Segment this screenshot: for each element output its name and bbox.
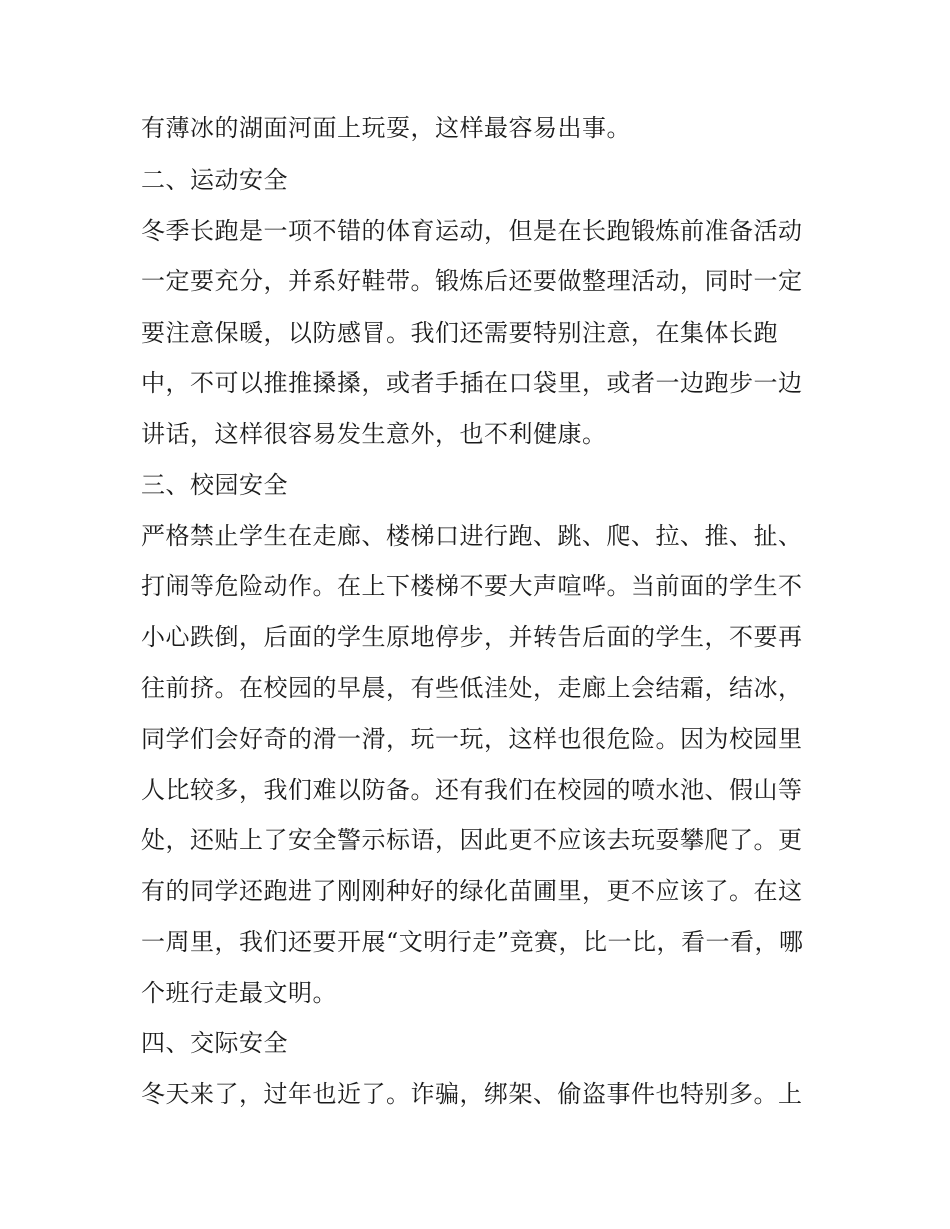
text-line: 有的同学还跑进了刚刚种好的绿化苗圃里，更不应该了。在这 [141,877,803,905]
text-line: 讲话，这样很容易发生意外，也不利健康。 [141,420,607,448]
section-heading-social-safety: 四、交际安全 [141,1029,288,1057]
text-line: 同学们会好奇的滑一滑，玩一玩，这样也很危险。因为校园里 [141,725,803,753]
text-line: 打闹等危险动作。在上下楼梯不要大声喧哗。当前面的学生不 [141,572,803,600]
text-line: 往前挤。在校园的早晨，有些低洼处，走廊上会结霜，结冰， [141,674,803,702]
text-line: 小心跌倒，后面的学生原地停步，并转告后面的学生，不要再 [141,623,803,651]
text-line: 中，不可以推推搡搡，或者手插在口袋里，或者一边跑步一边 [141,369,803,397]
text-line: 冬季长跑是一项不错的体育运动，但是在长跑锻炼前准备活动 [141,217,803,245]
text-line: 处，还贴上了安全警示标语，因此更不应该去玩耍攀爬了。更 [141,826,803,854]
text-line: 要注意保暖，以防感冒。我们还需要特别注意，在集体长跑 [141,319,778,347]
text-line: 人比较多，我们难以防备。还有我们在校园的喷水池、假山等 [141,776,803,804]
section-heading-sports-safety: 二、运动安全 [141,166,288,194]
section-heading-campus-safety: 三、校园安全 [141,471,288,499]
text-line: 一定要充分，并系好鞋带。锻炼后还要做整理活动，同时一定 [141,267,803,295]
text-line: 有薄冰的湖面河面上玩耍，这样最容易出事。 [141,114,631,142]
text-line: 冬天来了，过年也近了。诈骗，绑架、偷盗事件也特别多。上 [141,1080,803,1108]
text-line: 严格禁止学生在走廊、楼梯口进行跑、跳、爬、拉、推、扯、 [141,522,803,550]
text-line: 一周里，我们还要开展“文明行走”竞赛，比一比，看一看，哪 [141,928,804,956]
text-line: 个班行走最文明。 [141,979,337,1007]
